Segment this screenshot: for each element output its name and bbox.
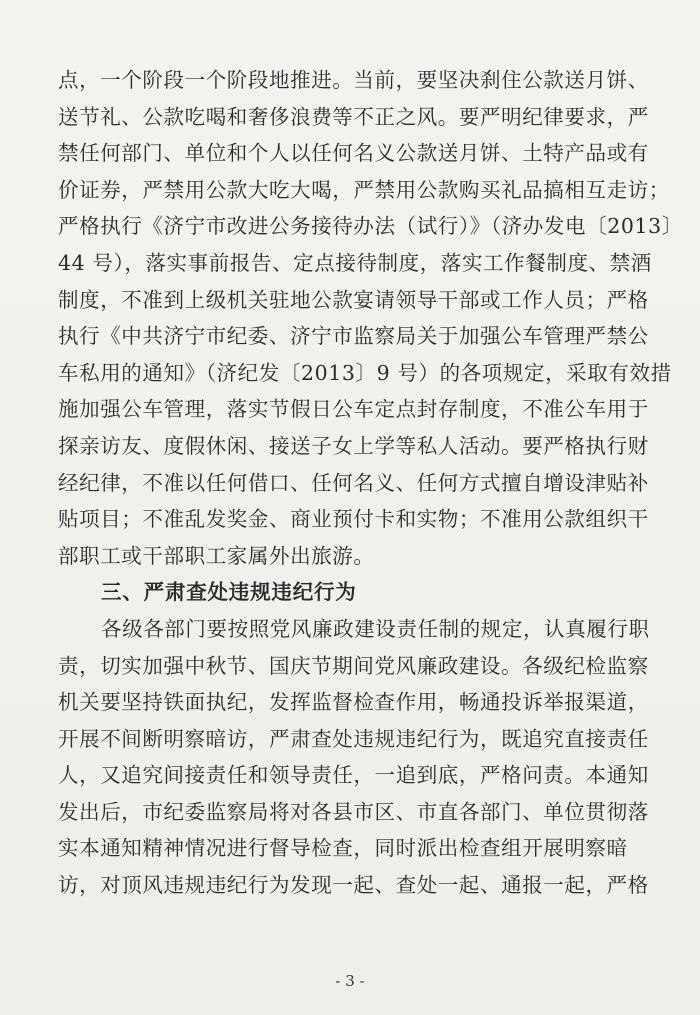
text-line: 禁任何部门、单位和个人以任何名义公款送月饼、土特产品或有 xyxy=(58,141,649,166)
text-line: 44 号），落实事前报告、定点接待制度，落实工作餐制度、禁酒 xyxy=(58,250,652,275)
text-line: 执行《中共济宁市纪委、济宁市监察局关于加强公车管理严禁公 xyxy=(58,324,649,349)
text-line: 价证券，严禁用公款大吃大喝，严禁用公款购买礼品搞相互走访； xyxy=(58,177,670,202)
text-line: 点，一个阶段一个阶段地推进。当前，要坚决刹住公款送月饼、 xyxy=(58,68,649,92)
text-line: 制度，不准到上级机关驻地公款宴请领导干部或工作人员；严格 xyxy=(58,287,649,312)
page-number: - 3 - xyxy=(335,972,365,990)
text-line: 开展不间断明察暗访，严肃查处违规违纪行为，既追究直接责任 xyxy=(58,726,649,751)
section-heading: 三、严肃查处违规违纪行为 xyxy=(101,580,357,605)
text-line: 严格执行《济宁市改进公务接待办法（试行）》（济办发电〔2013〕 xyxy=(58,214,683,239)
text-line: 发出后，市纪委监察局将对各县市区、市直各部门、单位贯彻落 xyxy=(58,799,649,824)
text-line: 送节礼、公款吃喝和奢侈浪费等不正之风。要严明纪律要求，严 xyxy=(58,104,649,129)
text-line: 实本通知精神情况进行督导检查，同时派出检查组开展明察暗 xyxy=(58,836,628,861)
text-line: 施加强公车管理，落实节假日公车定点封存制度，不准公车用于 xyxy=(58,397,649,422)
text-line: 贴项目；不准乱发奖金、商业预付卡和实物；不准用公款组织干 xyxy=(58,507,649,532)
text-line: 车私用的通知》（济纪发〔2013〕9 号）的各项规定，采取有效措 xyxy=(58,360,672,385)
text-line: 探亲访友、度假休闲、接送子女上学等私人活动。要严格执行财 xyxy=(58,433,649,458)
text-line: 部职工或干部职工家属外出旅游。 xyxy=(58,543,375,568)
text-line: 人，又追究间接责任和领导责任，一追到底，严格问责。本通知 xyxy=(58,763,649,788)
text-line: 经纪律，不准以任何借口、任何名义、任何方式擅自增设津贴补 xyxy=(58,470,649,495)
text-line: 各级各部门要按照党风廉政建设责任制的规定，认真履行职 xyxy=(101,616,650,641)
text-line: 机关要坚持铁面执纪，发挥监督检查作用，畅通投诉举报渠道， xyxy=(58,690,649,715)
text-line: 访，对顶风违规违纪行为发现一起、查处一起、通报一起，严格 xyxy=(58,873,649,898)
document-body xyxy=(58,62,683,904)
text-line: 责，切实加强中秋节、国庆节期间党风廉政建设。各级纪检监察 xyxy=(58,653,649,678)
